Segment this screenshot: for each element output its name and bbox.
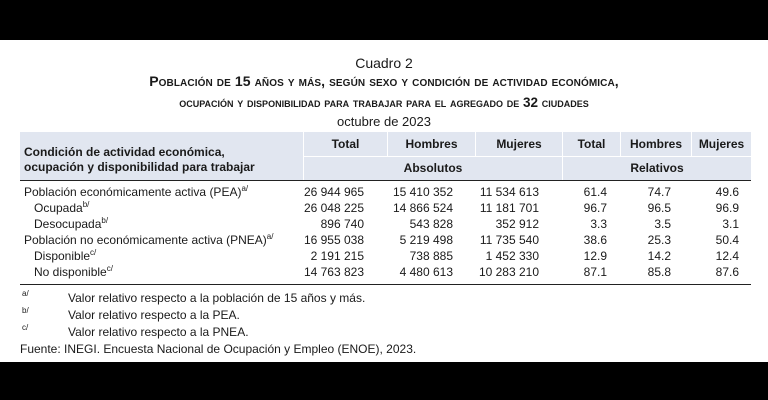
header-hombres-rel: Hombres: [629, 137, 682, 151]
header-total-rel: Total: [577, 137, 606, 151]
header-mujeres: Mujeres: [496, 137, 542, 151]
header-hombres: Hombres: [405, 137, 458, 151]
header-total: Total: [331, 137, 360, 151]
table-row: No disponible$^{c/}$ 14 763 823 4 480 613 10 283 210 87.1 85.8 87.6: [34, 264, 739, 279]
row-label: No disponible$^{c/}$: [34, 264, 113, 279]
table-row: Ocupada$^{b/}$ 26 048 225 14 866 524 11 181 701 96.7 96.5 96.9: [34, 200, 739, 215]
table-row: Disponible$^{c/}$ 2 191 215 738 885 1 452 330 12.9 14.2 12.4: [34, 248, 739, 263]
note-mark: c/: [22, 323, 29, 332]
table-row: Desocupada$^{b/}$ 896 740 543 828 352 912 3.3 3.5 3.1: [34, 216, 739, 231]
note-mark: a/: [22, 289, 29, 298]
table-period: octubre de 2023: [337, 114, 431, 129]
note-mark: b/: [22, 306, 29, 315]
document-page: [0, 40, 768, 362]
row-label: Disponible$^{c/}$: [34, 248, 97, 263]
table-number: Cuadro 2: [355, 55, 413, 71]
table-row: Población no económicamente activa (PNEA)$^{a/}$ 16 955 038 5 219 498 11 735 540 38.6 25.3 50.4: [24, 232, 739, 247]
table-title-line2: ocupación y disponibilidad para trabajar para el agregado de 32 ciudades: [179, 95, 589, 110]
row-label: Población económicamente activa (PEA)$^{a/}$: [24, 184, 249, 199]
table-bottom-rule: [20, 284, 751, 285]
header-mujeres-rel: Mujeres: [698, 137, 745, 151]
footnote: Valor relativo respecto a la PEA.: [68, 308, 240, 322]
table-title-line1: Población de 15 años y más, según sexo y condición de actividad económica,: [149, 73, 619, 89]
header-absolutos: Absolutos: [403, 161, 463, 175]
header-relativos: Relativos: [630, 161, 684, 175]
row-label: Desocupada$^{b/}$: [34, 216, 109, 231]
row-label: Población no económicamente activa (PNEA)$^{a/}$: [24, 232, 274, 247]
footnote: Valor relativo respecto a la PNEA.: [68, 325, 249, 339]
table-header: [20, 132, 751, 181]
source-note: Fuente: INEGI. Encuesta Nacional de Ocupación y Empleo (ENOE), 2023.: [20, 342, 417, 356]
table-row: Población económicamente activa (PEA)$^{a/}$ 26 944 965 15 410 352 11 534 613 61.4 74.7 49.6: [24, 184, 739, 199]
row-label: Ocupada$^{b/}$: [34, 200, 90, 215]
footnote: Valor relativo respecto a la población de 15 años y más.: [68, 291, 366, 305]
header-condicion: Condición de actividad económica, ocupación y disponibilidad para trabajar: [24, 145, 255, 174]
